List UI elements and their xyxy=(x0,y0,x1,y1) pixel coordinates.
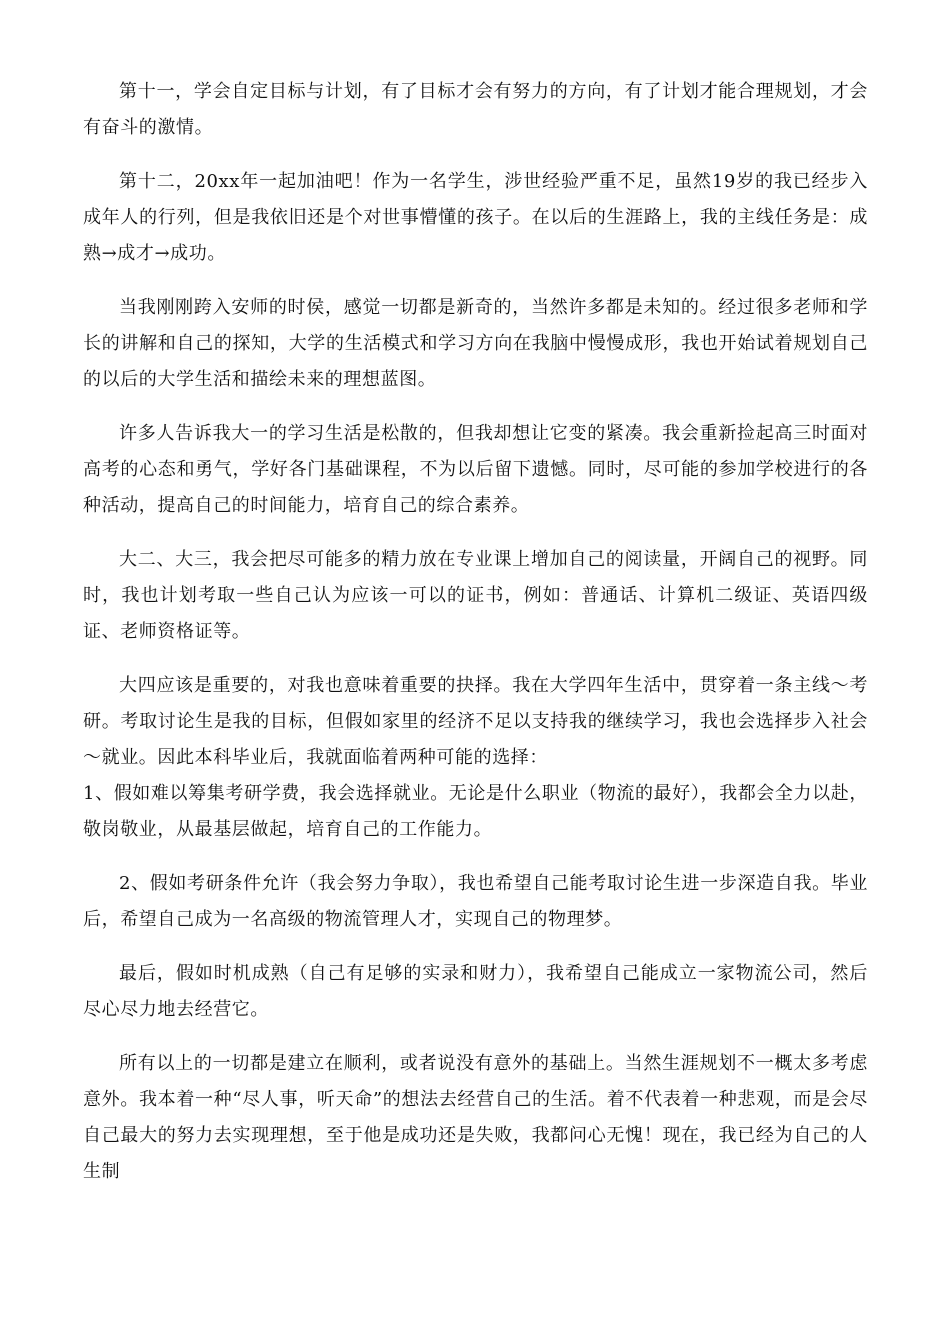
document-page xyxy=(83,74,868,1208)
paragraph-option-two: 2、假如考研条件允许（我会努力争取），我也希望自己能考取讨论生进一步深造自我。毕业后，希望自己成为一名高级的物流管理人才，实现自己的物理梦。 xyxy=(83,873,868,930)
paragraph-finally: 最后，假如时机成熟（自己有足够的实录和财力），我希望自己能成立一家物流公司，然后尽心尽力地去经营它。 xyxy=(83,963,868,1020)
paragraph-option-one: 1、假如难以筹集考研学费，我会选择就业。无论是什么职业（物流的最好），我都会全力以赴，敬岗敬业，从最基层做起，培育自己的工作能力。 xyxy=(83,783,868,840)
paragraph-conclusion: 所有以上的一切都是建立在顺利，或者说没有意外的基础上。当然生涯规划不一概太多考虑意外。我本着一种“尽人事，听天命”的想法去经营自己的生活。着不代表着一种悲观，而是会尽自己最大的努力去实现理想，至于他是成功还是失败，我都问心无愧！现在，我已经为自己的人生制 xyxy=(83,1053,868,1182)
paragraph-entering-college: 当我刚刚跨入安师的时侯，感觉一切都是新奇的，当然许多都是未知的。经过很多老师和学长的讲解和自己的探知，大学的生活模式和学习方向在我脑中慢慢成形，我也开始试着规划自己的以后的大学生活和描绘未来的理想蓝图。 xyxy=(83,297,868,390)
paragraph-goal-planning: 第十一，学会自定目标与计划，有了目标才会有努力的方向，有了计划才能合理规划，才会有奋斗的激情。 xyxy=(83,81,868,138)
paragraph-motivation: 第十二，20xx年一起加油吧！作为一名学生，涉世经验严重不足，虽然19岁的我已经步入成年人的行列，但是我依旧还是个对世事懵懂的孩子。在以后的生涯路上，我的主线任务是：成熟→成才→成功。 xyxy=(83,171,868,264)
paragraph-sophomore-junior-years: 大二、大三，我会把尽可能多的精力放在专业课上增加自己的阅读量，开阔自己的视野。同时，我也计划考取一些自己认为应该一可以的证书，例如：普通话、计算机二级证、英语四级证、老师资格证等。 xyxy=(83,549,868,642)
paragraph-senior-year: 大四应该是重要的，对我也意味着重要的抉择。我在大学四年生活中，贯穿着一条主线～考研。考取讨论生是我的目标，但假如家里的经济不足以支持我的继续学习，我也会选择步入社会～就业。因此本科毕业后，我就面临着两种可能的选择： xyxy=(83,675,868,768)
paragraph-freshman-year: 许多人告诉我大一的学习生活是松散的，但我却想让它变的紧凑。我会重新捡起高三时面对高考的心态和勇气，学好各门基础课程，不为以后留下遗憾。同时，尽可能的参加学校进行的各种活动，提高自己的时间能力，培育自己的综合素养。 xyxy=(83,423,868,516)
